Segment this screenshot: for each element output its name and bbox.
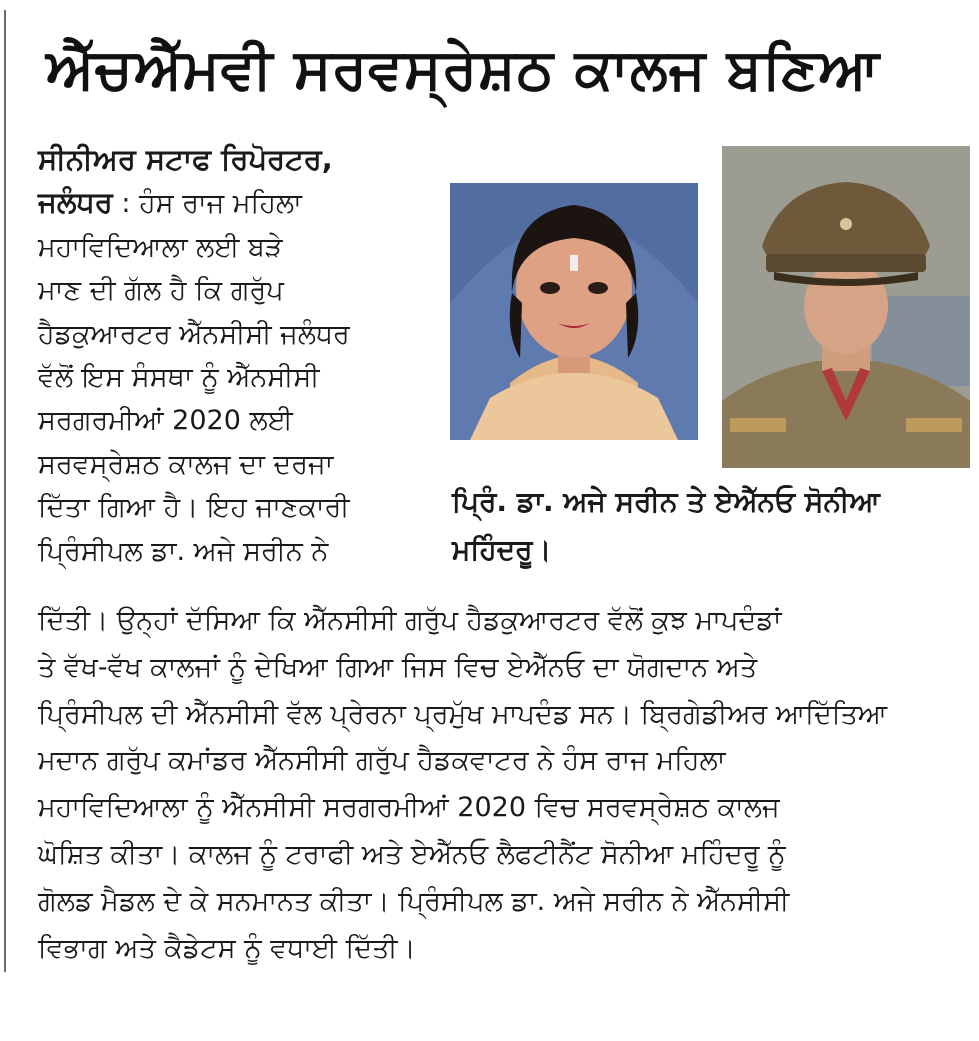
ano-photo [722,146,970,468]
byline-reporter: ਸੀਨੀਅਰ ਸਟਾਫ ਰਿਪੋਰਟਰ, [38,142,333,176]
body-line: ਤੇ ਵੱਖ-ਵੱਖ ਕਾਲਜਾਂ ਨੂੰ ਦੇਖਿਆ ਗਿਆ ਜਿਸ ਵਿਚ ਏਐੱਨਓ ਦਾ ਯੋਗਦਾਨ ਅਤੇ [38,651,758,683]
body-line: ਪ੍ਰਿੰਸੀਪਲ ਡਾ. ਅਜੇ ਸਰੀਨ ਨੇ [38,535,329,567]
lead-line [38,181,438,225]
photo-caption [452,478,972,574]
column-divider [4,10,6,972]
article-body-narrow [38,138,438,573]
caption-line: ਪ੍ਰਿੰ. ਡਾ. ਅਜੇ ਸਰੀਨ ਤੇ ਏਐੱਨਓ ਸੋਨੀਆ [452,485,880,518]
principal-portrait-image [450,183,698,440]
body-line: ਮਹਾਵਿਦਿਆਲਾ ਲਈ ਬੜੇ [38,231,283,263]
body-line: ਗੋਲਡ ਮੈਡਲ ਦੇ ਕੇ ਸਨਮਾਨਤ ਕੀਤਾ। ਪ੍ਰਿੰਸੀਪਲ ਡਾ. ਅਜੇ ਸਰੀਨ ਨੇ ਐੱਨਸੀਸੀ [38,885,790,917]
body-line: ਵੱਲੋਂ ਇਸ ਸੰਸਥਾ ਨੂੰ ਐੱਨਸੀਸੀ [38,362,320,394]
body-line: ਘੋਸ਼ਿਤ ਕੀਤਾ। ਕਾਲਜ ਨੂੰ ਟਰਾਫੀ ਅਤੇ ਏਐੱਨਓ ਲੈਫਟੀਨੈਂਟ ਸੋਨੀਆ ਮਹਿੰਦਰੂ ਨੂੰ [38,838,786,870]
principal-photo [450,183,698,440]
body-line: ਮਦਾਨ ਗਰੁੱਪ ਕਮਾਂਡਰ ਐੱਨਸੀਸੀ ਗਰੁੱਪ ਹੈਡਕਵਾਟਰ ਨੇ ਹੰਸ ਰਾਜ ਮਹਿਲਾ [38,745,726,777]
body-line: ਪ੍ਰਿੰਸੀਪਲ ਦੀ ਐੱਨਸੀਸੀ ਵੱਲ ਪ੍ਰੇਰਨਾ ਪ੍ਰਮੁੱਖ ਮਾਪਦੰਡ ਸਨ। ਬ੍ਰਿਗੇਡੀਅਰ ਆਦਿੱਤਿਆ [38,698,888,730]
body-line: ਮਹਾਵਿਦਿਆਲਾ ਨੂੰ ਐੱਨਸੀਸੀ ਸਰਗਰਮੀਆਂ 2020 ਵਿਚ ਸਰਵਸ੍ਰੇਸ਼ਠ ਕਾਲਜ [38,792,780,824]
body-line: ਵਿਭਾਗ ਅਤੇ ਕੈਡੇਟਸ ਨੂੰ ਵਧਾਈ ਦਿੱਤੀ। [38,932,416,964]
body-line: ਸਰਗਰਮੀਆਂ 2020 ਲਈ [38,405,293,437]
lead-text: : ਹੰਸ ਰਾਜ ਮਹਿਲਾ [121,188,302,220]
body-line: ਦਿੱਤਾ ਗਿਆ ਹੈ। ਇਹ ਜਾਣਕਾਰੀ [38,492,350,524]
body-line: ਹੈਡਕੁਆਰਟਰ ਐੱਨਸੀਸੀ ਜਲੰਧਰ [38,318,350,350]
ano-portrait-image [722,146,970,468]
byline-dateline: ਜਲੰਧਰ [38,185,113,220]
headline: ਐੱਚਐੱਮਵੀ ਸਰਵਸ੍ਰੇਸ਼ਠ ਕਾਲਜ ਬਣਿਆ [46,37,881,102]
body-line: ਦਿੱਤੀ। ਉਨ੍ਹਾਂ ਦੱਸਿਆ ਕਿ ਐੱਨਸੀਸੀ ਗਰੁੱਪ ਹੈਡਕੁਆਰਟਰ ਵੱਲੋਂ ਕੁਝ ਮਾਪਦੰਡਾਂ [38,605,782,636]
body-line: ਸਰਵਸ੍ਰੇਸ਼ਠ ਕਾਲਜ ਦਾ ਦਰਜਾ [38,448,334,480]
caption-line: ਮਹਿੰਦਰੂ। [452,533,552,566]
body-line: ਮਾਣ ਦੀ ਗੱਲ ਹੈ ਕਿ ਗਰੁੱਪ [38,275,284,307]
article-body-wide [38,598,958,972]
